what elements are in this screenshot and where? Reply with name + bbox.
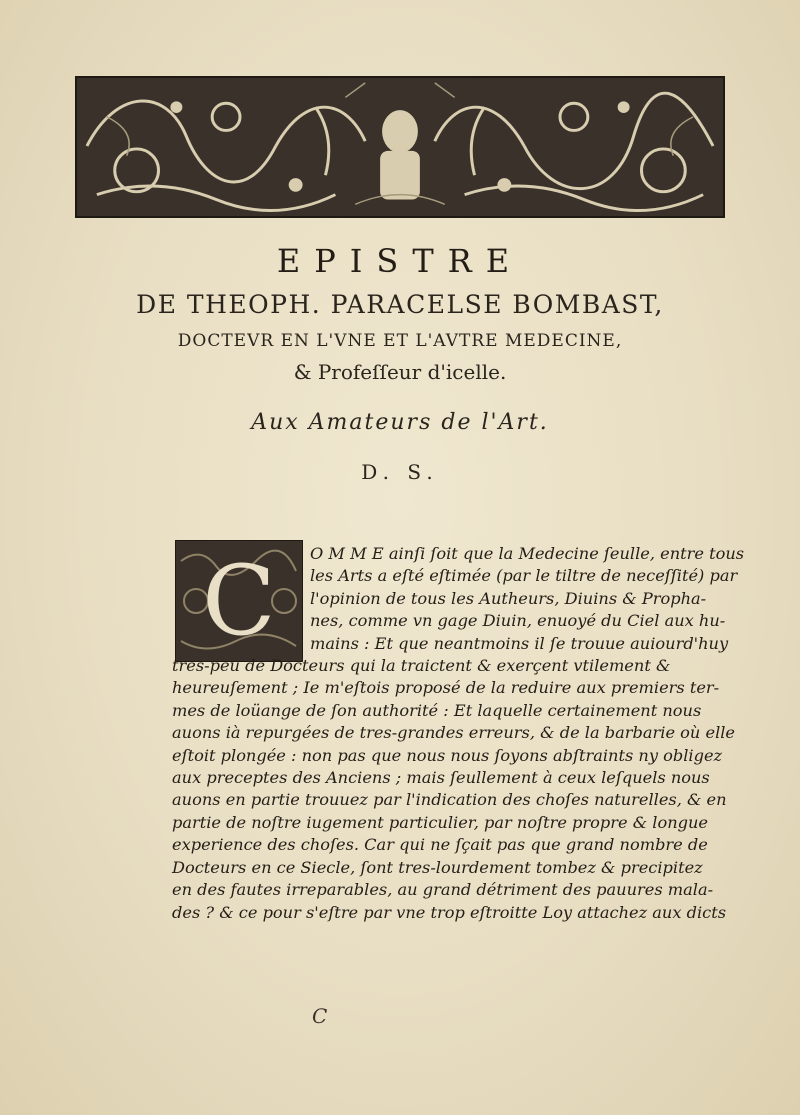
text-line: nes, comme vn gage Diuin, enuoyé du Ciel aux hu- — [310, 611, 726, 631]
text-line: auons en partie trouuez par l'indication des choſes naturelles, & en — [172, 790, 727, 810]
text-line: aux preceptes des Anciens ; mais ſeullement à ceux leſquels nous — [172, 768, 710, 788]
page-title: EPISTRE — [276, 242, 524, 280]
office-line: & Profeſſeur d'icelle. — [293, 360, 507, 384]
text-line: mains : Et que neantmoins il ſe trouue auiourd'huy — [310, 633, 729, 653]
dedication-address: Aux Amateurs de l'Art. — [251, 410, 549, 435]
salutation: D. S. — [361, 460, 439, 484]
text-line: auons ià repurgées de tres-grandes erreurs, & de la barbarie où elle — [172, 723, 735, 743]
initial-letter-c: C — [202, 545, 276, 657]
text-line: partie de noſtre iugement particulier, par noſtre propre & longue — [172, 812, 709, 832]
text-line: les Arts a eſté eſtimée (par le tiltre de neceſſité) par — [310, 566, 738, 586]
text-line: eſtoit plongée : non pas que nous nous ſoyons abſtraints ny obligez — [172, 745, 723, 765]
ornamental-headpiece — [75, 76, 725, 218]
body-text — [172, 543, 745, 924]
text-line: mes de loüange de ſon authorité : Et laquelle certainement nous — [172, 700, 702, 720]
catchword: C — [312, 1004, 328, 1028]
text-line: en des fautes irreparables, au grand détriment des pauures mala- — [172, 880, 714, 900]
text-line: experience des choſes. Car qui ne ſçait pas que grand nombre de — [172, 835, 708, 855]
text-line: des ? & ce pour s'eſtre par vne trop eſtroitte Loy attachez aux dicts — [172, 902, 727, 922]
author-line: DE THEOPH. PARACELSE BOMBAST, — [136, 290, 664, 319]
text-line: heureuſement ; Ie m'eſtois proposé de la reduire aux premiers ter- — [172, 678, 720, 698]
text-line: Docteurs en ce Siecle, ſont tres-lourdement tombez & precipitez — [172, 857, 703, 877]
degree-line: DOCTEVR EN L'VNE ET L'AVTRE MEDECINE, — [177, 331, 623, 351]
text-line: l'opinion de tous les Autheurs, Diuins & Propha- — [310, 588, 707, 608]
text-line: O M M E ainſi ſoit que la Medecine ſeulle, entre tous — [310, 544, 745, 563]
text-line: tres-peu de Docteurs qui la traictent & exerçent vtilement & — [172, 656, 671, 676]
